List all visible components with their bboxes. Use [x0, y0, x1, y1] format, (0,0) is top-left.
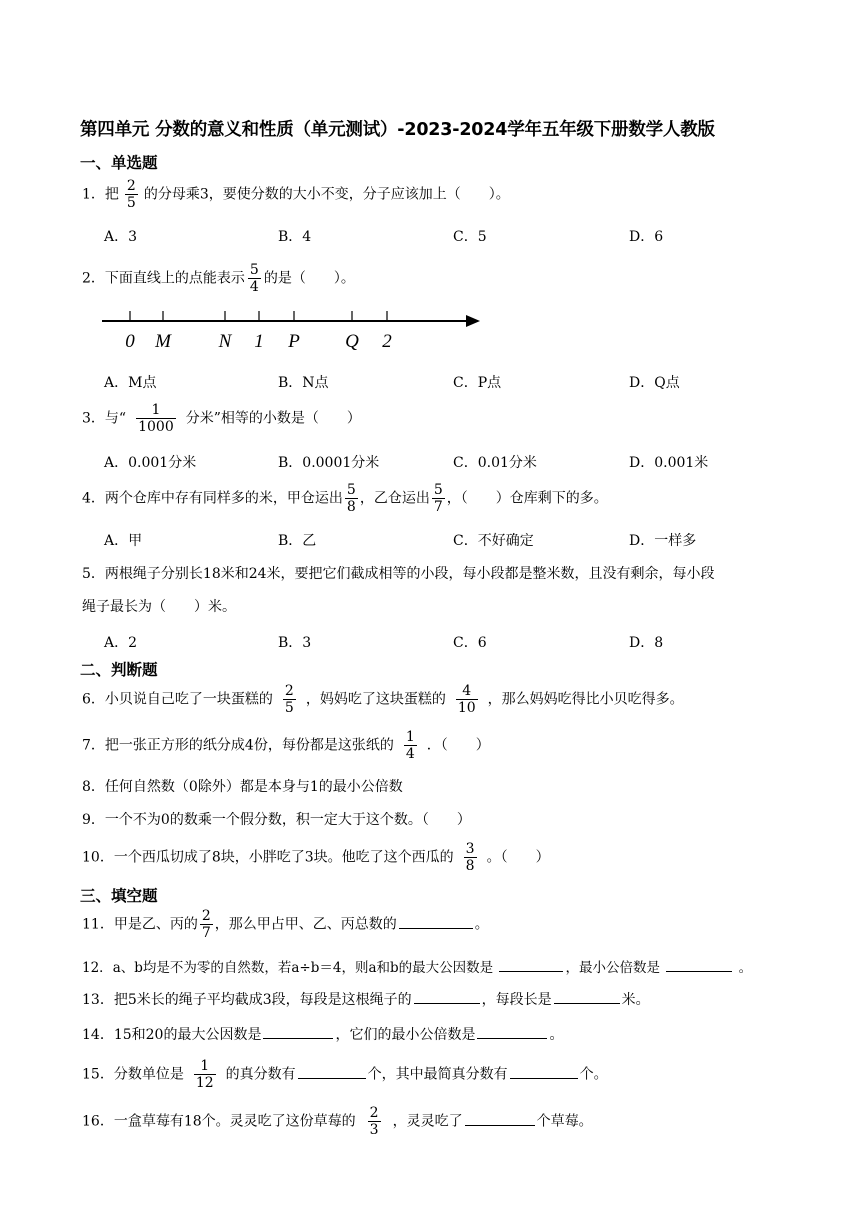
section-heading-fill-in: 三、填空题: [80, 887, 158, 905]
answer-blank[interactable]: [499, 957, 563, 972]
question-6: 6．小贝说自己吃了一块蛋糕的 $\frac{2}{5}$ ，妈妈吃了这块蛋糕的 $\frac{4}{10}$ ，那么妈妈吃得比小贝吃得多。: [82, 683, 684, 716]
answer-blank[interactable]: [477, 1024, 547, 1039]
question-10: 10．一个西瓜切成了8块，小胖吃了3块。他吃了这个西瓜的 $\frac{3}{8}$ 。（ ）: [82, 841, 550, 874]
question-2: 2．下面直线上的点能表示 $\frac{5}{4}$ 的是（ ）。: [82, 262, 355, 295]
fraction: $\frac{3}{8}$: [465, 841, 475, 874]
option-c[interactable]: C．P点: [453, 375, 502, 391]
option-b[interactable]: B．0.0001分米: [278, 455, 380, 471]
fraction: $\frac{2}{7}$: [201, 908, 211, 941]
option-d[interactable]: D．8: [629, 635, 664, 651]
question-9: 9．一个不为0的数乘一个假分数，积一定大于这个数。（ ）: [82, 812, 471, 828]
option-a[interactable]: A．0.001分米: [104, 455, 197, 471]
question-15: 15．分数单位是 $\frac{1}{12}$ 的真分数有 个，其中最简真分数有 个。: [82, 1058, 608, 1091]
fraction: $\frac{5}{4}$: [249, 262, 259, 295]
option-a[interactable]: A．2: [104, 635, 138, 651]
fraction: $\frac{5}{8}$: [346, 482, 356, 515]
option-d[interactable]: D．一样多: [629, 533, 697, 549]
question-5-line-2: 绳子最长为（ ）米。: [82, 599, 236, 615]
fraction: $\frac{4}{10}$: [457, 683, 476, 716]
option-a[interactable]: A．甲: [104, 533, 143, 549]
answer-blank[interactable]: [263, 1024, 333, 1039]
question-4: 4．两个仓库中存有同样多的米，甲仓运出 $\frac{5}{8}$ ，乙仓运出 $\frac{5}{7}$ ，（ ）仓库剩下的多。: [82, 482, 608, 515]
fraction: $\frac{1}{12}$: [195, 1058, 214, 1091]
question-3: 3．与“ $\frac{1}{1000}$ 分米”相等的小数是（ ）: [82, 402, 361, 435]
option-a[interactable]: A．M点: [104, 375, 157, 391]
option-c[interactable]: C．5: [453, 229, 487, 245]
answer-blank[interactable]: [399, 914, 473, 929]
option-b[interactable]: B．乙: [278, 533, 317, 549]
question-5: 5．两根绳子分别长18米和24米，要把它们截成相等的小段，每小段都是整米数，且没有剩余，每小段: [82, 566, 715, 582]
label-n: N: [218, 331, 232, 352]
answer-blank[interactable]: [414, 989, 480, 1004]
fraction: $\frac{2}{3}$: [369, 1105, 379, 1138]
question-13: 13．把5米长的绳子平均截成3段，每段是这根绳子的 ，每段长是 米。: [82, 989, 650, 1010]
label-q: Q: [345, 331, 359, 352]
option-d[interactable]: D．0.001米: [629, 455, 709, 471]
label-1: 1: [254, 331, 264, 352]
answer-blank[interactable]: [554, 989, 620, 1004]
section-heading-true-false: 二、判断题: [80, 661, 158, 679]
fraction: $\frac{1}{1000}$: [138, 402, 174, 435]
question-14: 14．15和20的最大公因数是 ，它们的最小公倍数是 。: [82, 1024, 563, 1045]
number-line-arrow: [466, 315, 480, 327]
fraction: $\frac{2}{5}$: [126, 178, 136, 211]
question-1: 1．把 $\frac{2}{5}$ 的分母乘3，要使分数的大小不变，分子应该加上（ ）。: [82, 178, 510, 211]
option-b[interactable]: B．N点: [278, 375, 329, 391]
option-b[interactable]: B．3: [278, 635, 312, 651]
question-12: 12．a、b均是不为零的自然数，若a÷b＝4，则a和b的最大公因数是 ，最小公倍数是 。: [82, 957, 752, 978]
answer-blank[interactable]: [465, 1111, 535, 1126]
fraction: $\frac{1}{4}$: [405, 729, 415, 762]
option-a[interactable]: A．3: [104, 229, 138, 245]
question-8: 8．任何自然数（0除外）都是本身与1的最小公倍数: [82, 779, 403, 795]
option-c[interactable]: C．不好确定: [453, 533, 534, 549]
option-b[interactable]: B．4: [278, 229, 312, 245]
number-line: [96, 302, 486, 356]
label-2: 2: [382, 331, 392, 352]
section-heading-single-choice: 一、单选题: [80, 154, 158, 172]
option-d[interactable]: D．6: [629, 229, 664, 245]
option-c[interactable]: C．0.01分米: [453, 455, 537, 471]
question-11: 11．甲是乙、丙的 $\frac{2}{7}$ ，那么甲占甲、乙、丙总数的 。: [82, 908, 489, 941]
question-7: 7．把一张正方形的纸分成4份，每份都是这张纸的 $\frac{1}{4}$ ．（ ）: [82, 729, 490, 762]
label-m: M: [155, 331, 171, 352]
page-title: 第四单元 分数的意义和性质（单元测试）-2023-2024学年五年级下册数学人教版: [80, 120, 715, 140]
answer-blank[interactable]: [298, 1064, 366, 1079]
fraction: $\frac{5}{7}$: [433, 482, 443, 515]
answer-blank[interactable]: [510, 1064, 578, 1079]
fraction: $\frac{2}{5}$: [284, 683, 294, 716]
answer-blank[interactable]: [666, 957, 732, 972]
question-16: 16．一盒草莓有18个。灵灵吃了这份草莓的 $\frac{2}{3}$ ，灵灵吃了 个草莓。: [82, 1105, 593, 1138]
label-p: P: [288, 331, 300, 352]
label-0: 0: [125, 331, 135, 352]
option-d[interactable]: D．Q点: [629, 375, 680, 391]
option-c[interactable]: C．6: [453, 635, 487, 651]
